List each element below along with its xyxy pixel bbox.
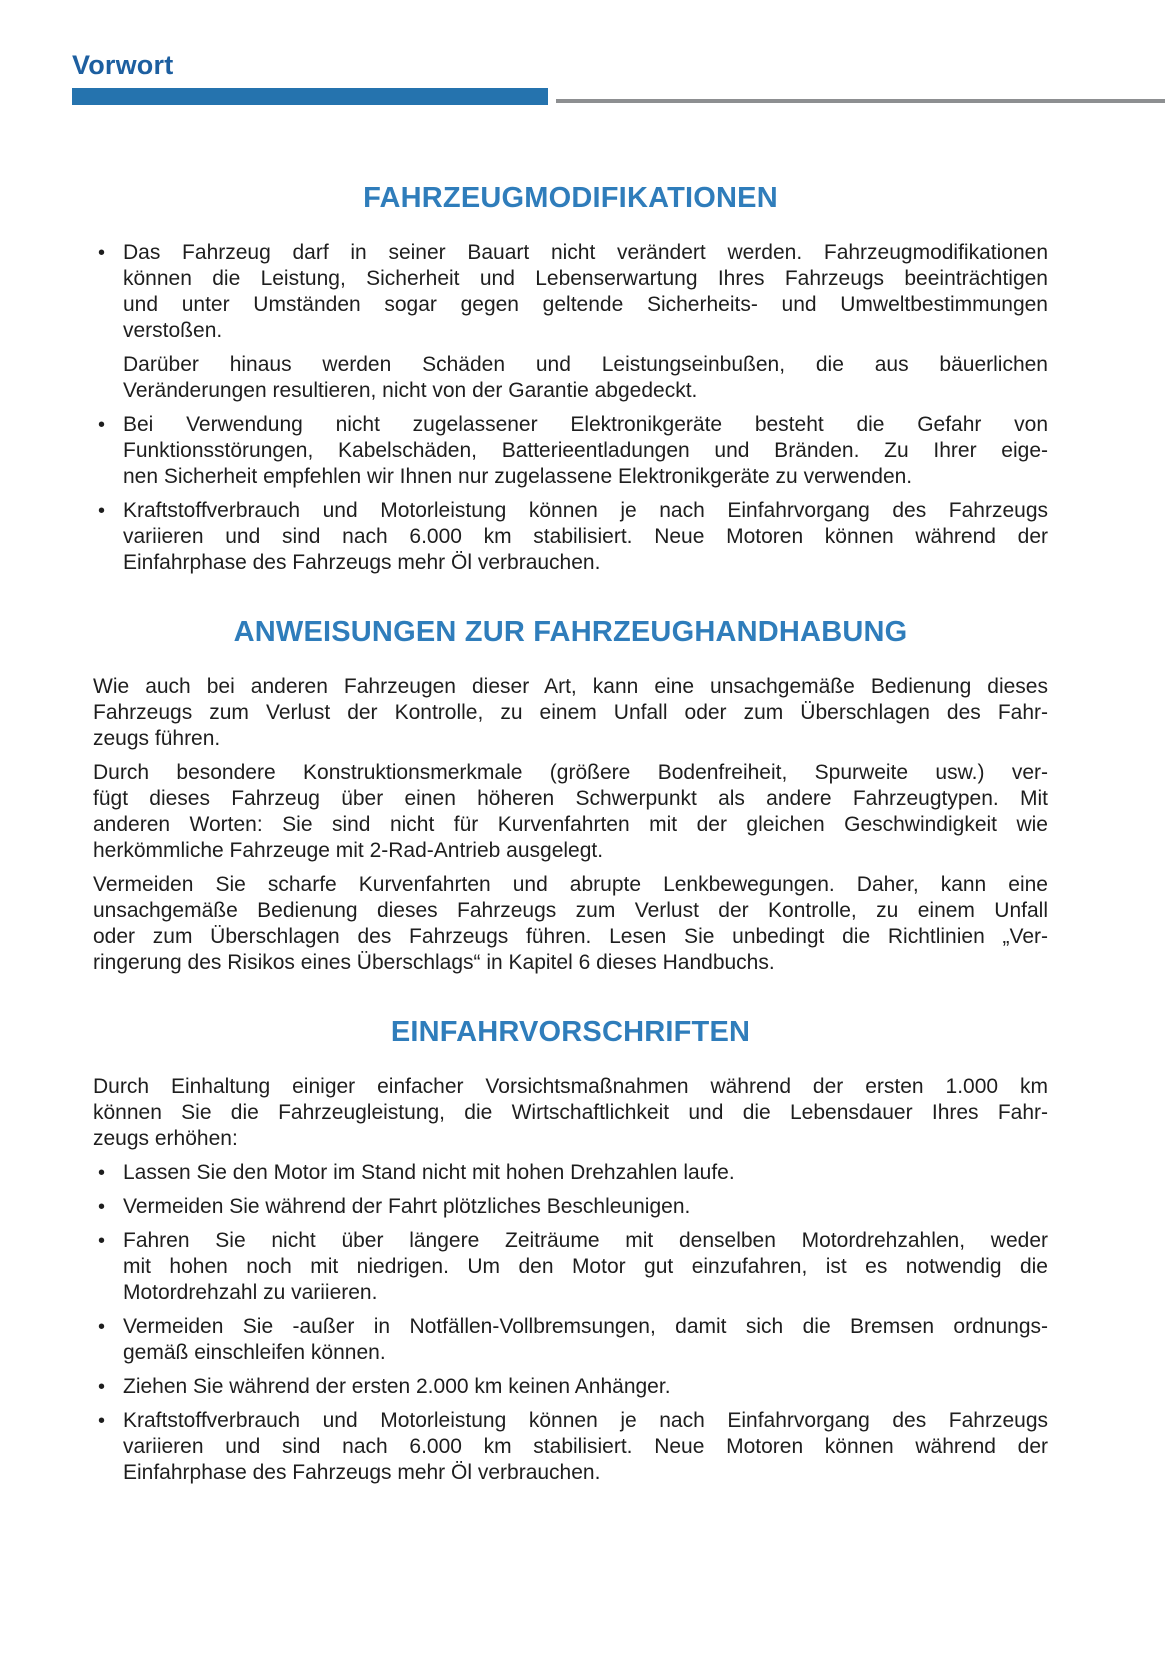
text-line: können Sie die Fahrzeugleistung, die Wirtschaftlichkeit und die Lebensdauer Ihres Fahr- [93,1101,1048,1124]
section-3 [93,1016,1048,1486]
text-line: variieren und sind nach 6.000 km stabilisiert. Neue Motoren können während der [123,1435,1048,1458]
text-line: Einfahrphase des Fahrzeugs mehr Öl verbrauchen. [123,551,601,574]
section-title: ANWEISUNGEN ZUR FAHRZEUGHANDHABUNG [233,616,908,648]
text-line: anderen Worten: Sie sind nicht für Kurvenfahrten mit der gleichen Geschwindigkeit wie [93,813,1048,836]
text-line: Veränderungen resultieren, nicht von der Garantie abgedeckt. [123,379,698,402]
text-line: Kraftstoffverbrauch und Motorleistung können je nach Einfahrvorgang des Fahrzeugs [123,1409,1048,1432]
paragraph [93,674,1048,752]
text-line: können die Leistung, Sicherheit und Lebenserwartung Ihres Fahrzeugs beeinträchtigen [123,267,1048,290]
text-line: nen Sicherheit empfehlen wir Ihnen nur zugelassene Elektronikgeräte zu verwenden. [123,465,913,488]
text-line: oder zum Überschlagen des Fahrzeugs führen. Lesen Sie unbedingt die Richtlinien „Ver- [93,925,1048,948]
text-line: mit hohen noch mit niedrigen. Um den Motor gut einzufahren, ist es notwendig die [123,1255,1048,1278]
text-line: unsachgemäße Bedienung dieses Fahrzeugs zum Verlust der Kontrolle, zu einem Unfall [93,899,1048,922]
text-line: Vermeiden Sie während der Fahrt plötzliches Beschleunigen. [123,1195,691,1218]
text-line: Das Fahrzeug darf in seiner Bauart nicht verändert werden. Fahrzeugmodifikationen [123,241,1048,264]
bullet-icon: • [98,1196,106,1218]
text-line: verstoßen. [123,319,223,342]
bullet-icon: • [98,1410,106,1432]
text-line: Durch besondere Konstruktionsmerkmale (größere Bodenfreiheit, Spurweite usw.) ver- [93,761,1048,784]
bullet-icon: • [98,500,106,522]
bullet-icon: • [98,1376,106,1398]
bullet-item [93,1228,1048,1306]
text-line: ringerung des Risikos eines Überschlags“ in Kapitel 6 dieses Handbuchs. [93,951,775,974]
text-line: zeugs führen. [93,727,221,750]
text-line: Fahrzeugs zum Verlust der Kontrolle, zu einem Unfall oder zum Überschlagen des Fahr- [93,701,1048,724]
paragraph [93,352,1048,404]
text-line: gemäß einschleifen können. [123,1341,386,1364]
bullet-item [93,1314,1048,1366]
text-line: Ziehen Sie während der ersten 2.000 km keinen Anhänger. [123,1375,671,1398]
section-2 [93,616,1048,976]
header-rule [556,99,1165,103]
bullet-item [93,498,1048,576]
bullet-item [93,1160,1048,1186]
section-1 [93,182,1048,576]
text-line: Motordrehzahl zu variieren. [123,1281,378,1304]
section-title: FAHRZEUGMODIFIKATIONEN [363,182,778,214]
text-line: Durch Einhaltung einiger einfacher Vorsichtsmaßnahmen während der ersten 1.000 km [93,1075,1048,1098]
bullet-icon: • [98,1230,106,1252]
paragraph [93,760,1048,864]
bullet-icon: • [98,1316,106,1338]
bullet-item [93,240,1048,344]
text-line: Lassen Sie den Motor im Stand nicht mit hohen Drehzahlen laufe. [123,1161,735,1184]
bullet-item [93,1374,1048,1400]
document-body [93,182,1048,1486]
header-bar [72,88,548,105]
text-line: Bei Verwendung nicht zugelassener Elektronikgeräte besteht die Gefahr von [123,413,1048,436]
text-line: und unter Umständen sogar gegen geltende Sicherheits- und Umweltbestimmungen [123,293,1048,316]
text-line: Vermeiden Sie -außer in Notfällen-Vollbremsungen, damit sich die Bremsen ordnungs- [123,1315,1048,1338]
text-line: variieren und sind nach 6.000 km stabilisiert. Neue Motoren können während der [123,525,1048,548]
section-title: EINFAHRVORSCHRIFTEN [390,1016,751,1048]
bullet-item [93,412,1048,490]
text-line: Kraftstoffverbrauch und Motorleistung können je nach Einfahrvorgang des Fahrzeugs [123,499,1048,522]
text-line: Vermeiden Sie scharfe Kurvenfahrten und abrupte Lenkbewegungen. Daher, kann eine [93,873,1048,896]
bullet-item [93,1194,1048,1220]
text-line: Darüber hinaus werden Schäden und Leistungseinbußen, die aus bäuerlichen [123,353,1048,376]
bullet-icon: • [98,414,106,436]
text-line: Einfahrphase des Fahrzeugs mehr Öl verbrauchen. [123,1461,601,1484]
bullet-item [93,1408,1048,1486]
text-line: fügt dieses Fahrzeug über einen höheren Schwerpunkt als andere Fahrzeugtypen. Mit [93,787,1048,810]
page-kicker: Vorwort [72,50,174,80]
paragraph [93,872,1048,976]
text-line: herkömmliche Fahrzeuge mit 2-Rad-Antrieb ausgelegt. [93,839,604,862]
bullet-icon: • [98,1162,106,1184]
text-line: zeugs erhöhen: [93,1127,238,1150]
paragraph [93,1074,1048,1152]
text-line: Funktionsstörungen, Kabelschäden, Batterieentladungen und Bränden. Zu Ihrer eige- [123,439,1048,462]
text-line: Wie auch bei anderen Fahrzeugen dieser Art, kann eine unsachgemäße Bedienung dieses [93,675,1048,698]
bullet-icon: • [98,242,106,264]
text-line: Fahren Sie nicht über längere Zeiträume mit denselben Motordrehzahlen, weder [123,1229,1048,1252]
